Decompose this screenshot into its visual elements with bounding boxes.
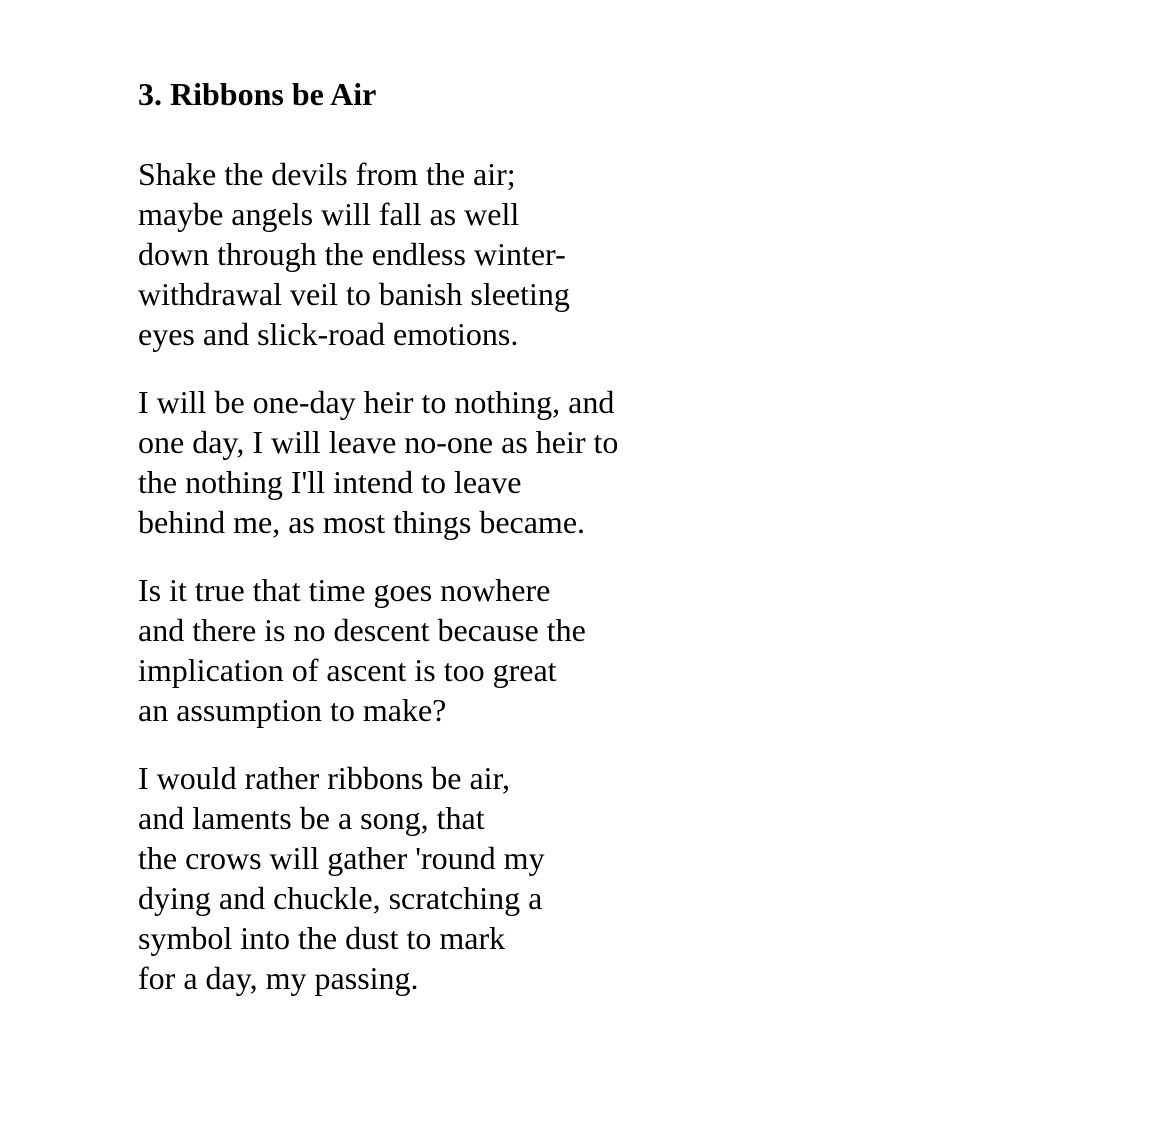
- poem-line: implication of ascent is too great: [138, 652, 557, 688]
- poem-line: for a day, my passing.: [138, 960, 419, 996]
- poem-line: an assumption to make?: [138, 692, 447, 728]
- poem-line: eyes and slick-road emotions.: [138, 316, 519, 352]
- poem-line: maybe angels will fall as well: [138, 196, 520, 232]
- poem-line: one day, I will leave no-one as heir to: [138, 424, 619, 460]
- poem-line: symbol into the dust to mark: [138, 920, 506, 956]
- poem-line: Is it true that time goes nowhere: [138, 572, 551, 608]
- poem-line: and there is no descent because the: [138, 612, 586, 648]
- poem-page: [138, 74, 1038, 1026]
- poem-title: 3. Ribbons be Air: [138, 76, 377, 112]
- poem-line: and laments be a song, that: [138, 800, 485, 836]
- stanza-2: [138, 382, 1038, 542]
- poem-line: I would rather ribbons be air,: [138, 760, 510, 796]
- poem-line: I will be one-day heir to nothing, and: [138, 384, 615, 420]
- poem-line: Shake the devils from the air;: [138, 156, 516, 192]
- stanza-4: [138, 758, 1038, 998]
- poem-line: the crows will gather 'round my: [138, 840, 545, 876]
- poem-line: dying and chuckle, scratching a: [138, 880, 543, 916]
- poem-line: withdrawal veil to banish sleeting: [138, 276, 570, 312]
- poem-line: the nothing I'll intend to leave: [138, 464, 522, 500]
- stanza-1: [138, 154, 1038, 354]
- stanza-3: [138, 570, 1038, 730]
- poem-line: down through the endless winter-: [138, 236, 566, 272]
- poem-line: behind me, as most things became.: [138, 504, 586, 540]
